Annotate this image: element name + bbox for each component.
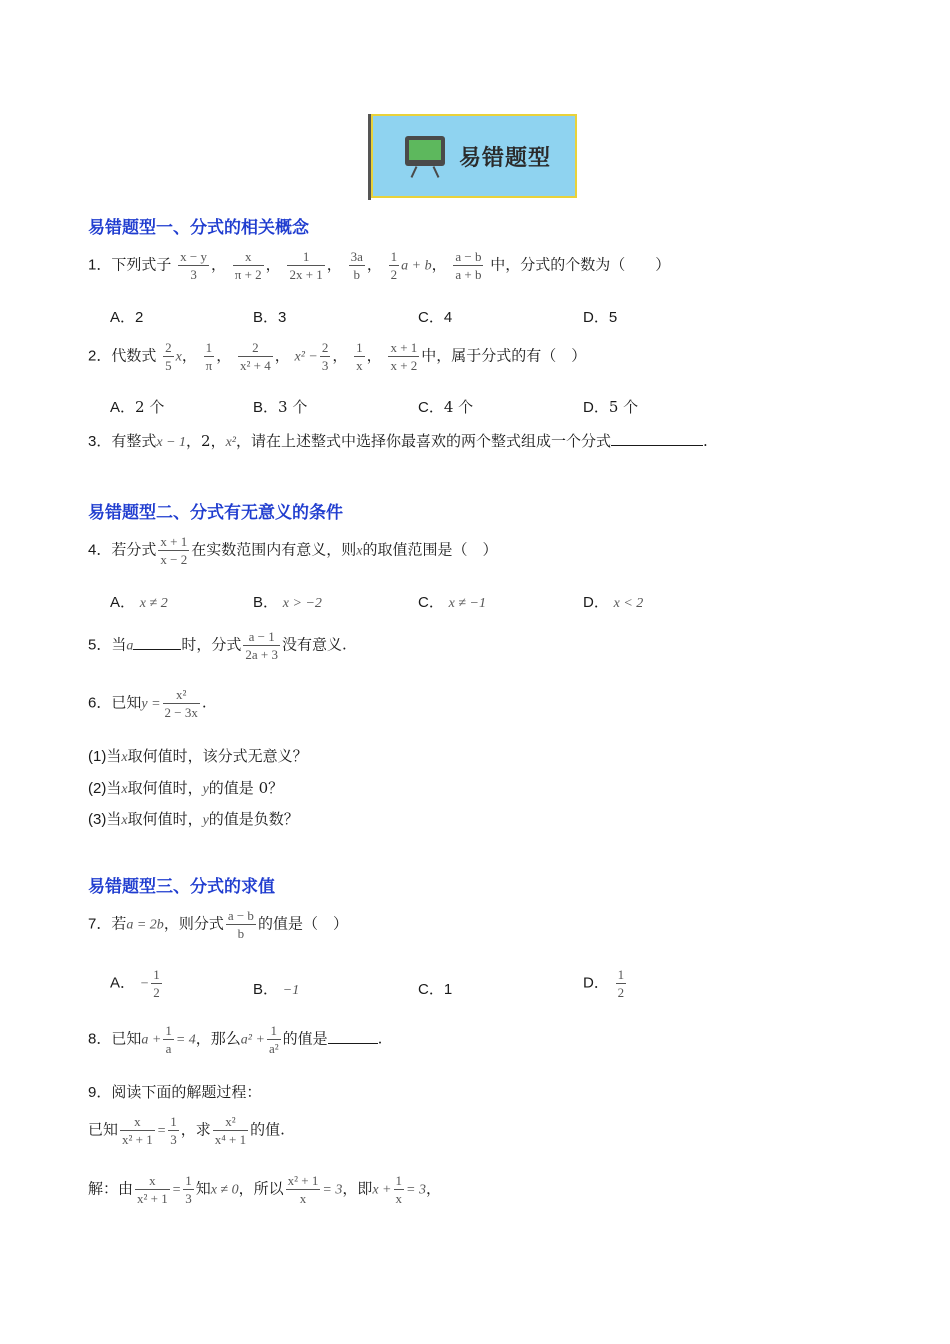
- section-banner: [371, 114, 577, 198]
- banner-title: 易错题型: [459, 146, 552, 171]
- q2-option-c[interactable]: C．4 个: [418, 398, 474, 416]
- q6-sub-1: (1)当x取何值时，该分式无意义？: [88, 747, 308, 765]
- q4-option-a[interactable]: A． x ≠ 2: [110, 594, 168, 611]
- q1-option-d[interactable]: D．5: [583, 309, 618, 326]
- q6-sub-2: (2)当x取何值时，y的值是 0？: [88, 779, 284, 797]
- q8-answer-blank[interactable]: [328, 1029, 378, 1044]
- question-6: 6．已知y = $\frac{\text{x²}}{2 - 3x}$ .: [88, 687, 207, 720]
- q9-solution: 解：由 $\frac{x}{\text{x² + 1}}$ = $\frac{1}{3}$ 知x ≠ 0，所以 $\frac{\text{x² + 1}}{x}$ = 3，即x + $\frac{1}{x}$ = 3，: [88, 1173, 441, 1206]
- question-4: 4．若分式 $\frac{x + 1}{x - 2}$ 在实数范围内有意义，则x的取值范围是（ ）: [88, 534, 498, 567]
- q4-option-c[interactable]: C． x ≠ −1: [418, 594, 486, 611]
- q2-option-d[interactable]: D．5 个: [583, 398, 639, 416]
- section-heading-1: 易错题型一、分式的相关概念: [88, 218, 309, 238]
- question-2: 2．代数式 $\frac{2}{5}$ x， $\frac{1}{\pi}$ ， $\frac{2}{\text{x² + 4}}$ ， x² − $\frac{2}{3}$ ， $\frac{1}{x}$ ， $\frac{x + 1}{x + 2}$ 中，属于分式的有（ ）: [88, 340, 587, 373]
- q4-option-d[interactable]: D． x < 2: [583, 594, 644, 611]
- q7-option-d[interactable]: D． $\frac{1}{2}$: [583, 967, 625, 1000]
- q1-option-a[interactable]: A．2: [110, 309, 144, 326]
- q2-option-b[interactable]: B．3 个: [253, 398, 308, 416]
- q7-option-a[interactable]: A． − $\frac{1}{2}$: [110, 967, 160, 1000]
- q6-sub-3: (3)当x取何值时，y的值是负数？: [88, 810, 299, 828]
- q7-option-b[interactable]: B． −1: [253, 981, 300, 998]
- q5-answer-blank[interactable]: [133, 635, 181, 650]
- section-heading-2: 易错题型二、分式有无意义的条件: [88, 503, 343, 523]
- question-9: 9．阅读下面的解题过程：: [88, 1083, 262, 1101]
- q2-option-a[interactable]: A．2 个: [110, 398, 165, 416]
- question-5: 5．当a 时，分式 $\frac{a - 1}{2a + 3}$ 没有意义.: [88, 629, 347, 662]
- q4-option-b[interactable]: B． x > −2: [253, 594, 322, 611]
- question-1: 1．下列式子 $\frac{x - y}{3}$ ， $\frac{x}{\pi + 2}$ ， $\frac{1}{2x + 1}$ ， $\frac{3a}{b}$ ， $\frac{1}{2}$ a + b， $\frac{a - b}{a + b}$ 中，分式的个数为（ ）: [88, 249, 671, 282]
- section-heading-3: 易错题型三、分式的求值: [88, 877, 275, 897]
- q3-answer-blank[interactable]: [611, 431, 703, 446]
- q1-option-c[interactable]: C．4: [418, 309, 453, 326]
- q7-option-c[interactable]: C．1: [418, 981, 453, 998]
- question-7: 7．若a = 2b，则分式 $\frac{a - b}{b}$ 的值是（ ）: [88, 908, 348, 941]
- question-3: 3．有整式x − 1，2，x²，请在上述整式中选择你最喜欢的两个整式组成一个分式 .: [88, 432, 708, 450]
- blackboard-icon: [405, 136, 445, 166]
- question-8: 8．已知a + $\frac{1}{a}$ = 4，那么a² + $\frac{1}{\text{a²}}$ 的值是 .: [88, 1023, 383, 1056]
- q9-given: 已知 $\frac{x}{\text{x² + 1}}$ = $\frac{1}{3}$ ，求 $\frac{\text{x²}}{\text{x⁴ + 1}}$ 的值.: [88, 1114, 285, 1147]
- q1-option-b[interactable]: B．3: [253, 309, 287, 326]
